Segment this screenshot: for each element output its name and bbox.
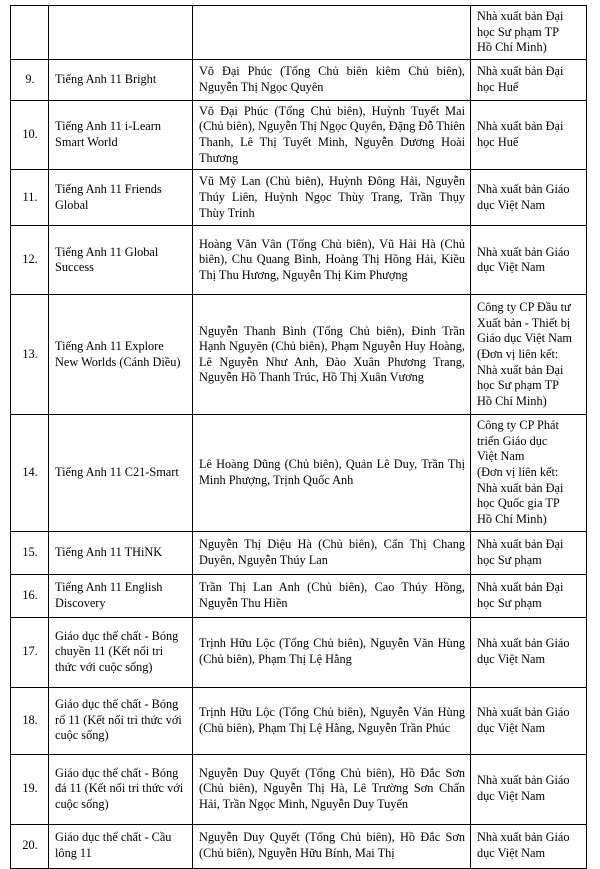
publisher-line: (Đơn vị liên kết: [477, 346, 559, 361]
row-index: 13. [11, 295, 49, 415]
publisher-line: Nhà xuất bản Giáo [477, 830, 570, 845]
publisher-line: dục Việt Nam [477, 197, 546, 212]
row-index: 16. [11, 574, 49, 617]
book-list-table [10, 5, 587, 869]
publisher-line: (Đơn vị liên kết: [477, 465, 559, 480]
publisher-line: Nhà xuất bản Đại [477, 536, 564, 551]
row-title: Tiếng Anh 11 Friends Global [49, 170, 193, 226]
row-authors: Nguyễn Duy Quyết (Tổng Chủ biên), Hồ Đắc Sơn (Chủ biên), Nguyễn Thị Hà, Lê Trường Sơn Chấn Hải, Trần Ngọc Minh, Nguyễn Duy Tuyến [193, 754, 471, 824]
row-publisher [471, 100, 587, 169]
table-row [11, 100, 587, 169]
row-title: Giáo dục thể chất - Cầu lông 11 [49, 824, 193, 868]
row-publisher [471, 415, 587, 531]
publisher-line: học Quốc gia TP [477, 496, 560, 511]
row-publisher [471, 617, 587, 687]
row-authors: Lê Hoàng Dũng (Chủ biên), Quản Lê Duy, Trần Thị Minh Phượng, Trịnh Quốc Anh [193, 415, 471, 531]
publisher-line: Công ty CP Đầu tư [477, 300, 571, 315]
row-index: 15. [11, 531, 49, 574]
table-row [11, 687, 587, 754]
row-authors: Trịnh Hữu Lộc (Tổng Chủ biên), Nguyễn Văn Hùng (Chủ biên), Phạm Thị Lệ Hằng [193, 617, 471, 687]
table-row [11, 295, 587, 415]
row-authors: Nguyễn Duy Quyết (Tổng Chủ biên), Hồ Đắc Sơn (Chủ biên), Nguyễn Hữu Bính, Mai Thị [193, 824, 471, 868]
table-row [11, 824, 587, 868]
table-row [11, 6, 587, 60]
publisher-line: Nhà xuất bản Đại [477, 9, 564, 23]
row-title: Tiếng Anh 11 Bright [49, 59, 193, 100]
publisher-line: dục Việt Nam [477, 789, 546, 804]
row-title: Giáo dục thể chất - Bóng chuyền 11 (Kết nối tri thức với cuộc sống) [49, 617, 193, 687]
publisher-line: học Sư phạm TP [477, 378, 559, 393]
row-publisher [471, 295, 587, 415]
publisher-line: triển Giáo dục [477, 433, 548, 448]
row-index: 11. [11, 170, 49, 226]
row-title: Giáo dục thể chất - Bóng đá 11 (Kết nối tri thức với cuộc sống) [49, 754, 193, 824]
table-row [11, 59, 587, 100]
row-index: 14. [11, 415, 49, 531]
row-authors [193, 6, 471, 60]
publisher-line: Nhà xuất bản Đại [477, 362, 564, 377]
publisher-line: Xuất bản - Thiết bị [477, 315, 571, 330]
row-publisher [471, 531, 587, 574]
publisher-line: Nhà xuất bản Đại [477, 64, 564, 79]
publisher-line: dục Việt Nam [477, 846, 546, 861]
row-title: Tiếng Anh 11 English Discovery [49, 574, 193, 617]
publisher-line: dục Việt Nam [477, 720, 546, 735]
book-list-table-wrapper [10, 5, 586, 869]
table-body [11, 6, 587, 869]
publisher-line: Nhà xuất bản Đại [477, 480, 564, 495]
row-authors: Trịnh Hữu Lộc (Tổng Chủ biên), Nguyễn Văn Hùng (Chủ biên), Phạm Thị Lệ Hằng, Nguyễn Trần Phúc [193, 687, 471, 754]
row-publisher [471, 754, 587, 824]
row-title: Tiếng Anh 11 C21-Smart [49, 415, 193, 531]
row-publisher [471, 59, 587, 100]
row-authors: Nguyễn Thị Diệu Hà (Chủ biên), Cấn Thị Chang Duyên, Nguyễn Thúy Lan [193, 531, 471, 574]
table-row [11, 574, 587, 617]
row-publisher [471, 824, 587, 868]
publisher-line: Nhà xuất bản Đại [477, 119, 564, 134]
row-title: Giáo dục thể chất - Bóng rổ 11 (Kết nối tri thức với cuộc sống) [49, 687, 193, 754]
row-authors: Vũ Mỹ Lan (Chủ biên), Huỳnh Đông Hải, Nguyễn Thúy Liên, Huỳnh Ngọc Thùy Trang, Trần Thụy Thùy Trinh [193, 170, 471, 226]
publisher-line: Nhà xuất bản Giáo [477, 773, 570, 788]
row-publisher [471, 6, 587, 60]
row-title: Tiếng Anh 11 Global Success [49, 226, 193, 295]
row-index: 18. [11, 687, 49, 754]
publisher-line: Giáo dục Việt Nam [477, 331, 572, 346]
row-publisher [471, 687, 587, 754]
publisher-line: học Sư phạm TP [477, 24, 559, 39]
publisher-line: Hồ Chí Minh) [477, 511, 547, 526]
row-authors: Võ Đại Phúc (Tổng Chủ biên), Huỳnh Tuyết Mai (Chủ biên), Nguyễn Thị Ngọc Quyên, Đặng Đỗ Thiên Thanh, Lê Thị Tuyết Minh, Nguyễn Dương Hoài Thương [193, 100, 471, 169]
row-index: 9. [11, 59, 49, 100]
table-row [11, 170, 587, 226]
row-index: 12. [11, 226, 49, 295]
publisher-line: học Huế [477, 135, 519, 150]
publisher-line: học Huế [477, 79, 519, 94]
table-row [11, 754, 587, 824]
table-row [11, 617, 587, 687]
table-row [11, 226, 587, 295]
row-publisher [471, 574, 587, 617]
publisher-line: học Sư phạm [477, 552, 542, 567]
publisher-line: học Sư phạm [477, 595, 542, 610]
row-publisher [471, 170, 587, 226]
publisher-line: Nhà xuất bản Giáo [477, 636, 570, 651]
row-title: Tiếng Anh 11 Explore New Worlds (Cánh Diều) [49, 295, 193, 415]
row-index: 10. [11, 100, 49, 169]
publisher-line: Nhà xuất bản Giáo [477, 704, 570, 719]
row-index: 20. [11, 824, 49, 868]
row-authors: Trần Thị Lan Anh (Chủ biên), Cao Thúy Hồng, Nguyễn Thu Hiền [193, 574, 471, 617]
row-authors: Võ Đại Phúc (Tổng Chủ biên kiêm Chủ biên), Nguyễn Thị Ngọc Quyên [193, 59, 471, 100]
publisher-line: Công ty CP Phát [477, 418, 559, 433]
row-authors: Hoàng Văn Vân (Tổng Chủ biên), Vũ Hải Hà (Chủ biên), Chu Quang Bình, Hoàng Thị Hồng Hải, Kiều Thị Thu Hương, Nguyễn Thị Kim Phượng [193, 226, 471, 295]
publisher-line: dục Việt Nam [477, 652, 546, 667]
table-row [11, 415, 587, 531]
publisher-line: Hồ Chí Minh) [477, 40, 547, 55]
row-index [11, 6, 49, 60]
row-index: 19. [11, 754, 49, 824]
publisher-line: Nhà xuất bản Giáo [477, 244, 570, 259]
row-index: 17. [11, 617, 49, 687]
publisher-line: dục Việt Nam [477, 260, 546, 275]
row-title: Tiếng Anh 11 THiNK [49, 531, 193, 574]
publisher-line: Việt Nam [477, 449, 525, 464]
table-row [11, 531, 587, 574]
row-authors: Nguyễn Thanh Bình (Tổng Chủ biên), Đinh Trần Hạnh Nguyên (Chủ biên), Phạm Nguyễn Huy Hoàng, Lê Nguyễn Như Anh, Đào Xuân Phương Trang, Nguyễn Hồ Thanh Trúc, Hồ Thị Xuân Vương [193, 295, 471, 415]
publisher-line: Nhà xuất bản Giáo [477, 182, 570, 197]
row-publisher [471, 226, 587, 295]
publisher-line: Hồ Chí Minh) [477, 393, 547, 408]
publisher-line: Nhà xuất bản Đại [477, 579, 564, 594]
row-title [49, 6, 193, 60]
row-title: Tiếng Anh 11 i-Learn Smart World [49, 100, 193, 169]
